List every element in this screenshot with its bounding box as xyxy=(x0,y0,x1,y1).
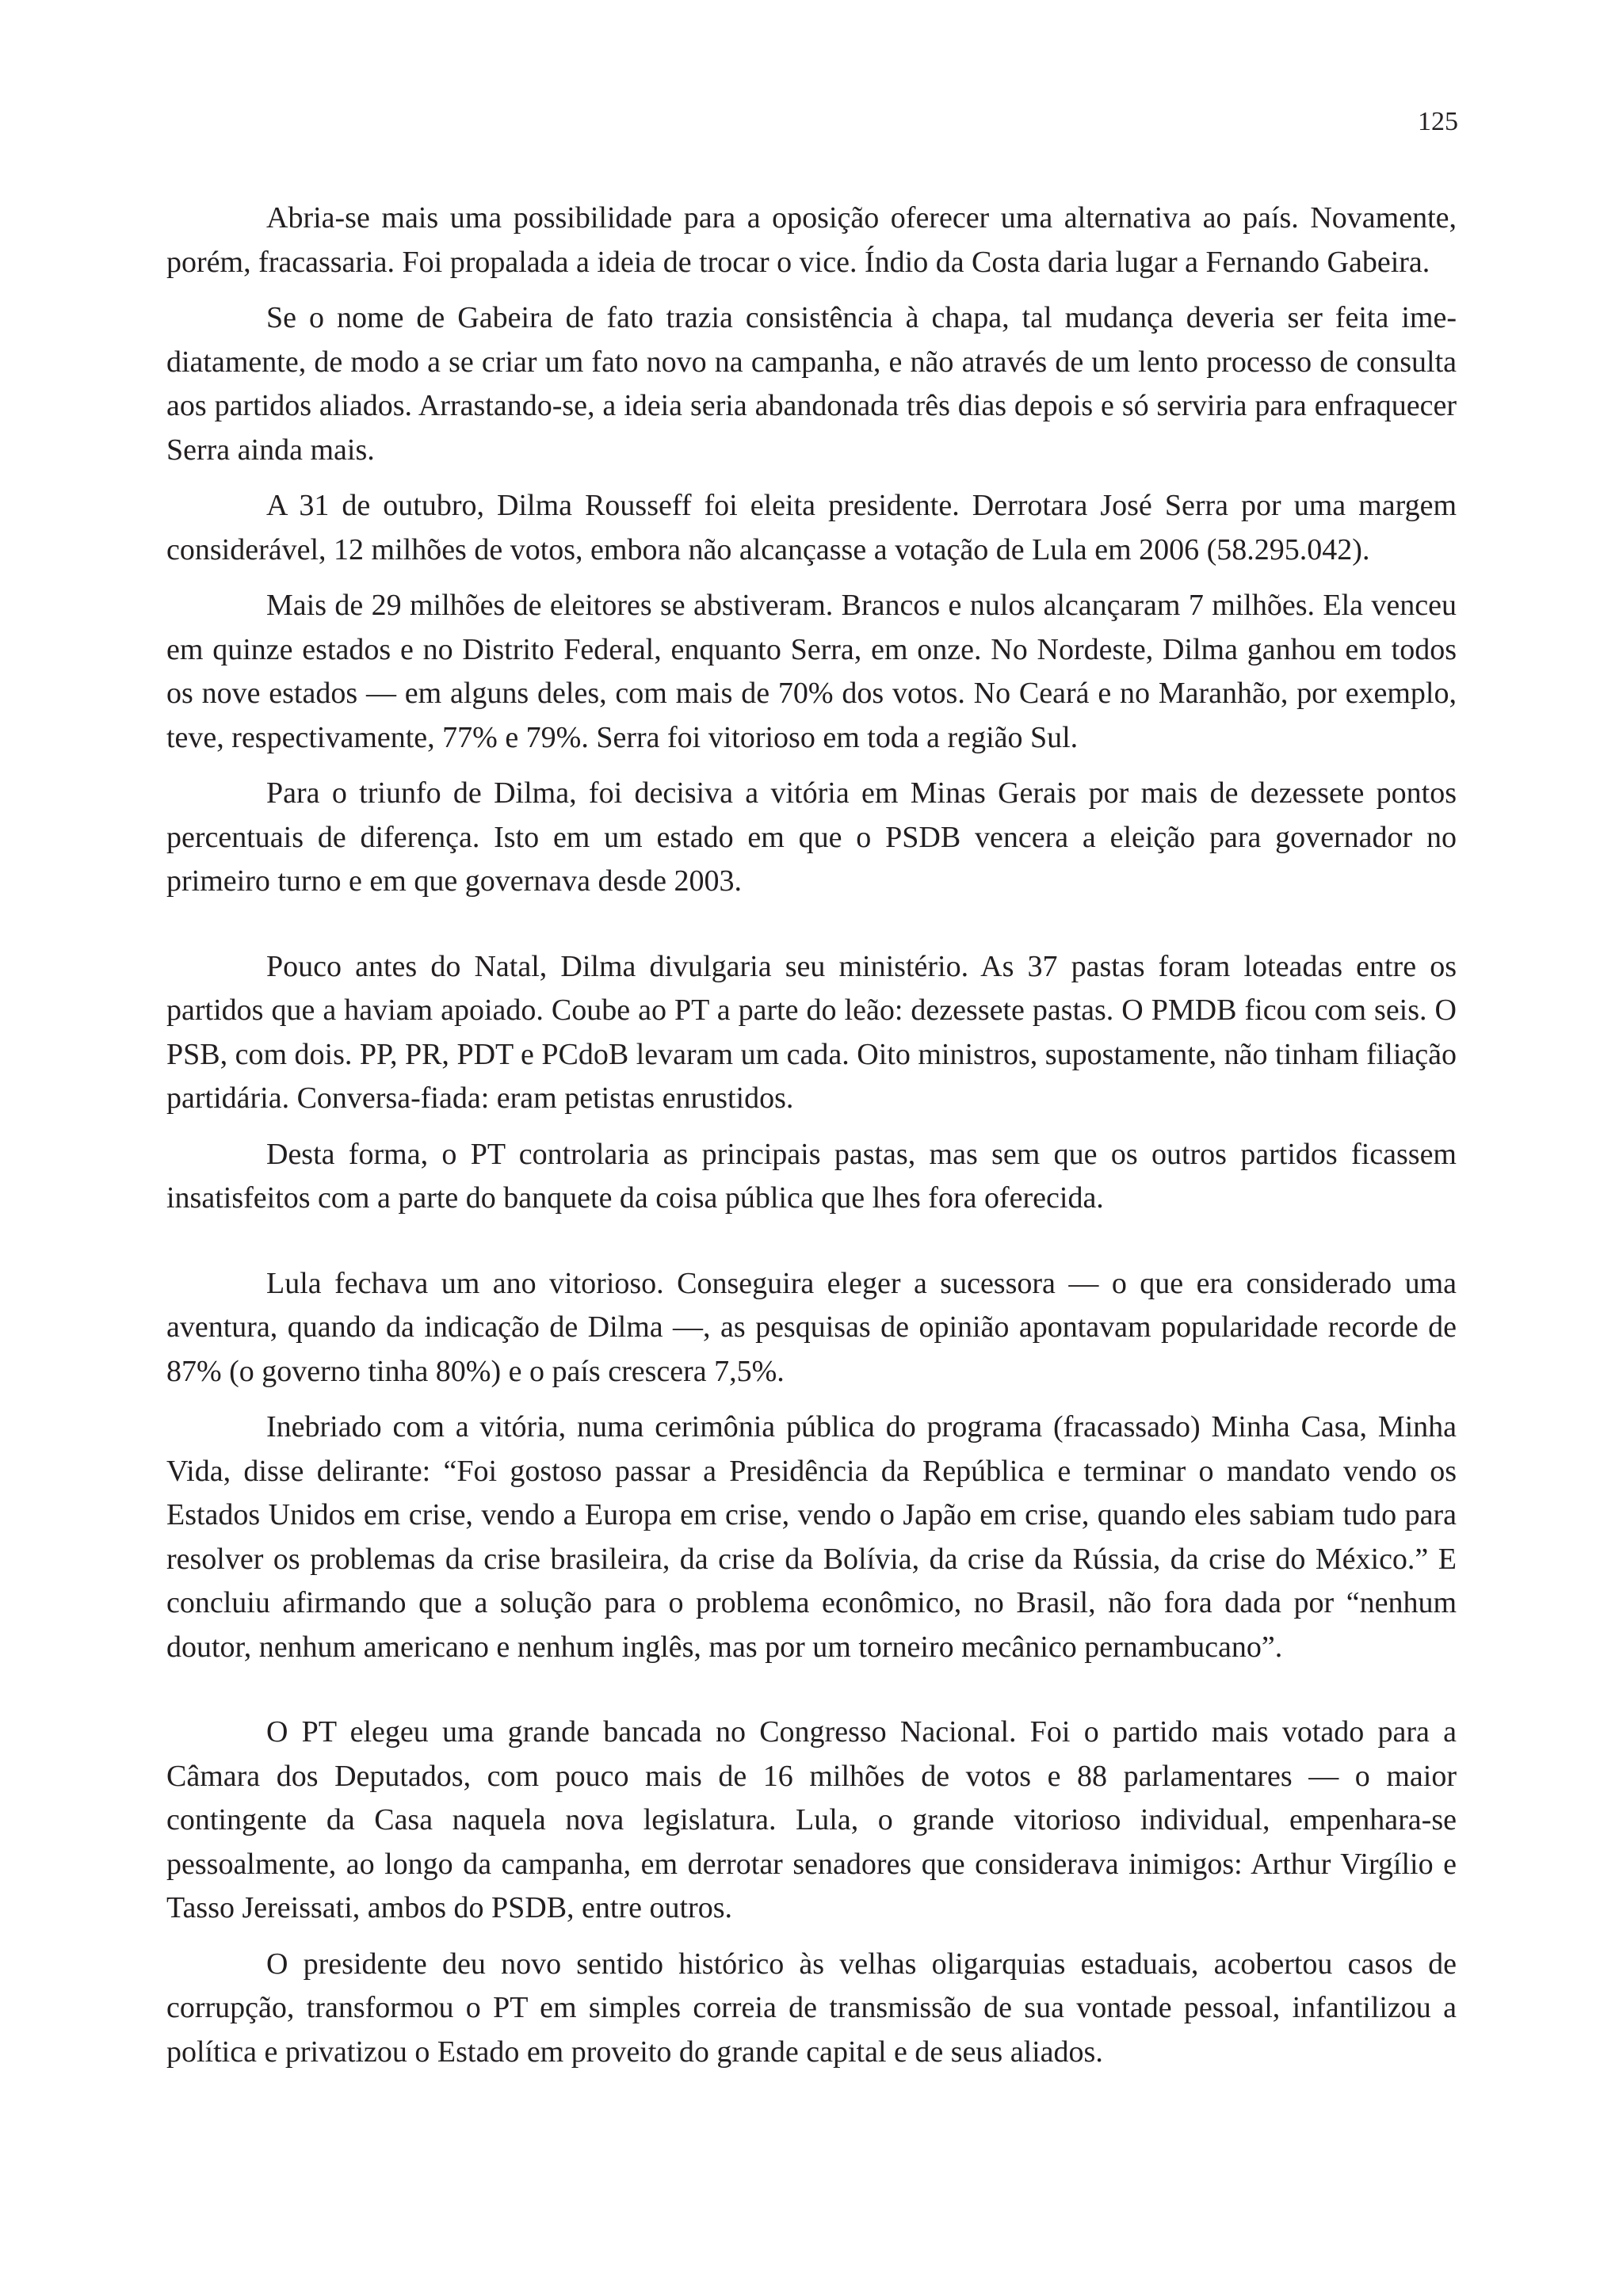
paragraph: Inebriado com a vitória, numa cerimônia pública do programa (fracassado) Minha Casa, Minha Vida, disse delirante: “Foi gostoso passar a Presidência da República e terminar o mandato vendo os Estados Unidos em crise, vendo a Europa em crise, vendo o Japão em crise, quando eles sabiam tudo para resolver os problemas da crise brasileira, da crise da Bolívia, da crise da Rússia, da crise do México.” E concluiu afirmando que a solução para o problema econômico, no Brasil, não fora dada por “nenhum doutor, nenhum americano e nenhum inglês, mas por um torneiro mecânico pernambucano”. xyxy=(166,1410,1457,1664)
paragraph: A 31 de outubro, Dilma Rousseff foi eleita presidente. Derrotara José Serra por uma margem considerável, 12 milhões de votos, embora não alcançasse a votação de Lula em 2006 (58.295.042). xyxy=(166,489,1457,566)
paragraph: Para o triunfo de Dilma, foi decisiva a vitória em Minas Gerais por mais de dezessete pontos percentuais de diferença. Isto em um estado em que o PSDB vencera a eleição para governador no primeiro turno e em que governava desde 2003. xyxy=(166,776,1457,898)
paragraph: Lula fechava um ano vitorioso. Conseguira eleger a sucessora — o que era considerado uma aventura, quando da indicação de Dilma —, as pesquisas de opinião apontavam popularidade recorde de 87% (o governo tinha 80%) e o país crescera 7,5%. xyxy=(166,1266,1457,1388)
paragraph: Abria-se mais uma possibilidade para a oposição oferecer uma alternativa ao país. Novamente, porém, fracassaria. Foi propalada a ideia de trocar o vice. Índio da Costa daria lugar a Fernando Gabeira. xyxy=(166,201,1457,279)
paragraph: Mais de 29 milhões de eleitores se abstiveram. Brancos e nulos alcançaram 7 milhões. Ela venceu em quinze estados e no Distrito Federal, enquanto Serra, em onze. No Nordeste, Dilma ganhou em todos os nove estados — em alguns deles, com mais de 70% dos votos. No Ceará e no Maranhão, por exemplo, teve, respectivamente, 77% e 79%. Serra foi vitorioso em toda a região Sul. xyxy=(166,589,1457,754)
paragraph: O presidente deu novo sentido histórico às velhas oligarquias estaduais, acobertou casos de corrupção, transformou o PT em simples correia de transmissão de sua vontade pessoal, infantilizou a política e privatizou o Estado em proveito do grande capital e de seus aliados. xyxy=(166,1947,1457,2069)
paragraph: Desta forma, o PT controlaria as principais pastas, mas sem que os outros partidos ficassem insatisfeitos com a parte do banquete da coisa pública que lhes fora oferecida. xyxy=(166,1137,1457,1215)
paragraph: Pouco antes do Natal, Dilma divulgaria seu ministério. As 37 pastas foram loteadas entre os partidos que a haviam apoiado. Coube ao PT a parte do leão: dezessete pastas. O PMDB ficou com seis. O PSB, com dois. PP, PR, PDT e PCdoB levaram um cada. Oito ministros, supostamente, não tinham filiação partidária. Conversa-fiada: eram petistas enrustidos. xyxy=(166,949,1457,1115)
page-number: 125 xyxy=(1418,107,1458,136)
paragraph: Se o nome de Gabeira de fato trazia consistência à chapa, tal mudança deveria ser feita imediatamente, de modo a se criar um fato novo na campanha, e não através de um lento processo de consulta aos partidos aliados. Arrastando-se, a ideia seria abandonada três dias depois e só serviria para enfraquecer Serra ainda mais. xyxy=(166,301,1457,467)
paragraph: O PT elegeu uma grande bancada no Congresso Nacional. Foi o partido mais votado para a Câmara dos Deputados, com pouco mais de 16 milhões de votos e 88 parlamentares — o maior contingente da Casa naquela nova legislatura. Lula, o grande vitorioso individual, empenhara-se pessoalmente, ao longo da campanha, em derrotar senadores que considerava inimigos: Arthur Virgílio e Tasso Jereissati, ambos do PSDB, entre outros. xyxy=(166,1715,1457,1924)
body-text xyxy=(166,196,1457,2074)
